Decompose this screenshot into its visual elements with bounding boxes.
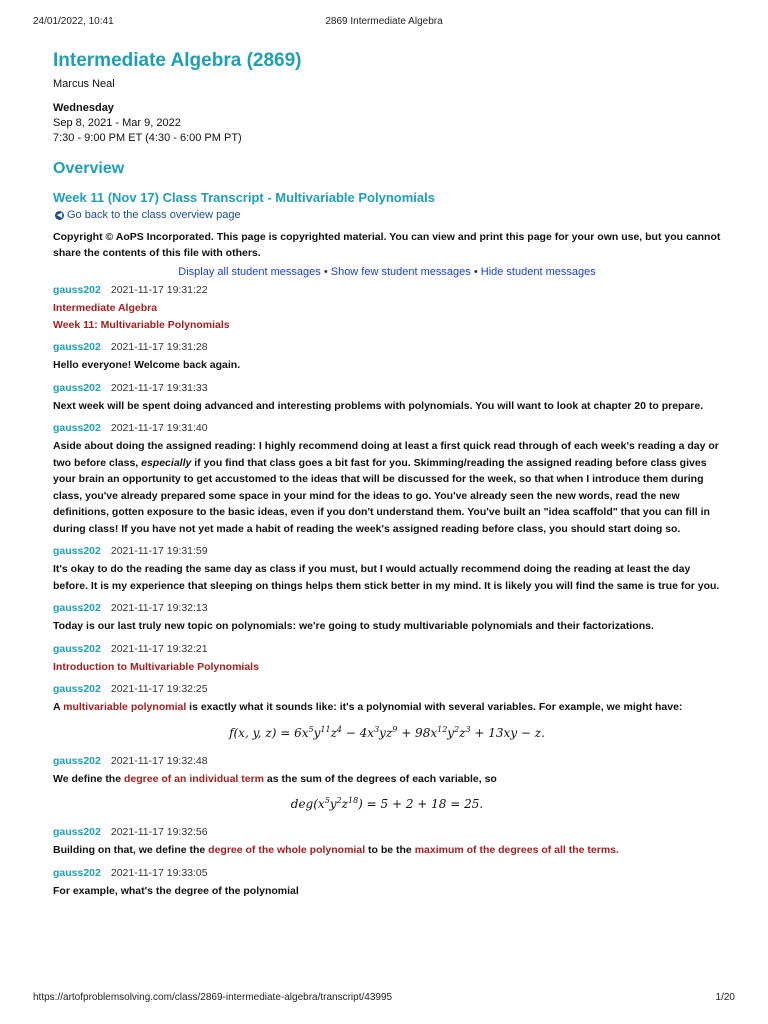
message-text: Building on that, we define the degree of the whole polynomial to be the maximum of the degrees of all the terms. <box>53 844 619 856</box>
transcript-message <box>53 283 721 333</box>
transcript-page <box>53 50 721 906</box>
message-username[interactable]: gauss202 <box>53 683 101 695</box>
message-text: A multivariable polynomial is exactly what it sounds like: it's a polynomial with several variables. For example, we might have: <box>53 701 683 713</box>
message-display-options <box>53 266 721 278</box>
message-username[interactable]: gauss202 <box>53 284 101 296</box>
message-timestamp: 2021-11-17 19:32:48 <box>110 754 208 767</box>
message-timestamp: 2021-11-17 19:31:59 <box>110 545 208 557</box>
transcript-message <box>53 601 721 635</box>
message-username[interactable]: gauss202 <box>53 381 101 394</box>
message-username[interactable]: gauss202 <box>53 754 101 767</box>
print-title: 2869 Intermediate Algebra <box>325 16 443 27</box>
term-highlight: degree of the whole polynomial <box>208 844 366 856</box>
message-timestamp: 2021-11-17 19:33:05 <box>110 866 208 879</box>
message-text: Aside about doing the assigned reading: I highly recommend doing at least a first quick read through of each week's reading a day or two before class, especially if you find that class goes a bit fast for you. Skimming/reading the assigned reading before class gives your brain an opportunity to get accustomed to the ideas that will be discussed for the week, so that when I introduce them during class, you've already prepared some space in your mind for the ideas to go. You've already seen the new words, read the new definitions, gotten exposure to the basic ideas, even if you don't understand them. You've built an "idea scaffold" that you can fill in during class! If you have not yet made a habit of reading the week's assigned reading before class, you should start doing so. <box>53 440 719 535</box>
message-username[interactable]: gauss202 <box>53 826 101 838</box>
print-datetime: 24/01/2022, 10:41 <box>33 16 114 27</box>
message-text: Today is our last truly new topic on polynomials: we're going to study multivariable polynomials and their factorizations. <box>53 620 654 632</box>
message-timestamp: 2021-11-17 19:31:40 <box>110 422 208 434</box>
message-username[interactable]: gauss202 <box>53 545 101 557</box>
term-highlight: degree of an individual term <box>123 772 265 785</box>
message-timestamp: 2021-11-17 19:31:28 <box>110 341 208 353</box>
overview-heading: Overview <box>53 160 125 177</box>
math-equation: $deg(x^5y^2z^{18}) = 5 + 2 + 18 = 25$. <box>290 796 484 811</box>
message-text: For example, what's the degree of the polynomial <box>53 884 299 897</box>
message-timestamp: 2021-11-17 19:31:22 <box>110 284 208 296</box>
transcript-message <box>53 340 721 374</box>
message-timestamp: 2021-11-17 19:32:13 <box>110 602 208 614</box>
back-link-label: Go back to the class overview page <box>67 209 241 221</box>
print-header <box>33 16 735 30</box>
print-url: https://artofproblemsolving.com/class/2869-intermediate-algebra/transcript/43995 <box>33 992 393 1003</box>
message-text: It's okay to do the reading the same day as class if you must, but I would actually recommend doing the reading at least the day before. It is my experience that sleeping on things helps them stick better in my mind. It is likely you will find the same is true for you. <box>53 563 720 592</box>
print-page-number: 1/20 <box>715 992 735 1003</box>
instructor-name: Marcus Neal <box>53 78 115 90</box>
section-heading: Introduction to Multivariable Polynomials <box>53 660 259 673</box>
display-all-messages-link[interactable]: Display all student messages <box>178 266 321 278</box>
term-highlight: multivariable polynomial <box>63 701 187 713</box>
message-text: Next week will be spent doing advanced and interesting problems with polynomials. You will want to look at chapter 20 to prepare. <box>53 399 704 412</box>
hide-messages-link[interactable]: Hide student messages <box>480 266 596 278</box>
message-timestamp: 2021-11-17 19:32:25 <box>110 683 208 695</box>
transcript-message <box>53 544 721 594</box>
class-dates: Sep 8, 2021 - Mar 9, 2022 <box>53 117 181 129</box>
message-username[interactable]: gauss202 <box>53 602 101 614</box>
message-timestamp: 2021-11-17 19:31:33 <box>110 381 208 394</box>
message-username[interactable]: gauss202 <box>53 642 101 655</box>
message-timestamp: 2021-11-17 19:32:21 <box>110 642 208 655</box>
transcript-message <box>53 421 721 537</box>
back-to-overview-link[interactable] <box>55 209 721 221</box>
print-footer <box>33 992 735 1006</box>
message-timestamp: 2021-11-17 19:32:56 <box>110 826 208 838</box>
page-title: Intermediate Algebra (2869) <box>53 50 302 71</box>
message-username[interactable]: gauss202 <box>53 341 101 353</box>
transcript-message <box>53 682 721 740</box>
term-highlight: maximum of the degrees of all the terms. <box>414 844 619 856</box>
emphasis-text: especially <box>141 456 192 469</box>
message-text: Hello everyone! Welcome back again. <box>53 359 241 371</box>
class-day: Wednesday <box>53 102 114 114</box>
transcript-message <box>53 381 721 415</box>
class-time: 7:30 - 9:00 PM ET (4:30 - 6:00 PM PT) <box>53 132 242 144</box>
math-equation: f(x, y, $z) = 6x^5y^{11}z^4 - 4x^3yz^9 + 98x^{12}y^2z^3 + 13xy - z$. <box>229 724 545 740</box>
message-username[interactable]: gauss202 <box>53 866 101 879</box>
message-text: Week 11: Multivariable Polynomials <box>53 318 230 331</box>
transcript-message <box>53 825 721 859</box>
message-text: We define the degree of an individual term as the sum of the degrees of each variable, so <box>53 772 497 785</box>
separator: • <box>473 266 478 278</box>
transcript-message <box>53 866 721 900</box>
transcript-message <box>53 642 721 676</box>
message-text: Intermediate Algebra <box>53 302 158 314</box>
copyright-notice: Copyright © AoPS Incorporated. This page is copyrighted material. You can view and print this page for your own use, but you cannot share the contents of this file with others. <box>53 231 721 259</box>
transcript-message <box>53 754 721 812</box>
show-few-messages-link[interactable]: Show few student messages <box>330 266 471 278</box>
message-username[interactable]: gauss202 <box>53 422 101 434</box>
transcript-title: Week 11 (Nov 17) Class Transcript - Multivariable Polynomials <box>53 190 435 205</box>
arrow-left-circle-icon: ◀ <box>56 211 63 219</box>
separator: • <box>323 266 328 278</box>
